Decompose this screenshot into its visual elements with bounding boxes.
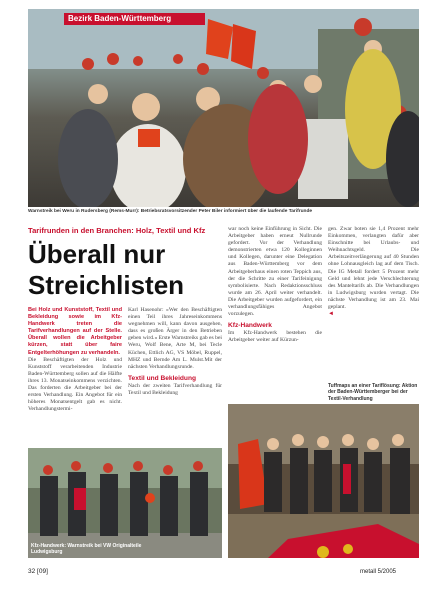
column-3 [228,226,322,344]
column-1 [28,307,122,413]
end-marker-icon: ◄ [328,311,334,318]
kfz-illustration [28,448,222,558]
page-folio: 32 [09] [28,568,48,575]
kfz-photo [28,448,222,558]
headline: Überall nur Streichlisten [28,239,185,300]
subheading-kfz: Kfz-Handwerk [228,322,272,330]
top-photo-caption: Warnstreik bei Weru in Rudersberg (Rems-Murr): Betriebsratsvorsitzender Peter Biler informiert über die laufende Tarifrunde [28,209,313,214]
lead-paragraph: Bei Holz und Kunststoff, Textil und Bekleidung sowie im Kfz-Handwerk treten die Tarifverhandlungen auf der Stelle. Überall wollen die Arbeitgeber kürzen, statt über faire Entgelterhöhungen zu verhandeln. [28,307,122,356]
right-photo-caption: Tuffmaps an einer Tariflösung: Aktion der Baden-Württemberger bei der Textil-Verhandlung [328,383,418,402]
column-4 [328,226,419,318]
top-photo [28,9,419,207]
textile-photo [228,404,419,558]
column-1-text: Die Beschäftigten der Holz und Kunststoff verarbeitenden Industrie Baden-Württemberg sollen auf die Hälfte ihres 13. Monatseinkommens verzichten. Das forderten die Arbeitgeber bei der ersten Verhandlung. Ein Angebot für ein höheres Monatsentgelt gab es nicht. Verhandlungstermi- [28,356,122,413]
section-banner-text: Bezirk Baden-Württemberg [68,14,172,23]
column-2-text-2: Nach der zweiten Tarifverhandlung für Textil und Bekleidung [128,382,222,396]
crowd-illustration [28,9,419,207]
kfz-photo-caption: Kfz-Handwerk: Warnstreik bei VW Originalteile Ludwigsburg [31,543,142,555]
column-2-text: Karl Hasenohr: »Wer den Beschäftigten einen Teil ihres Jahreseinkommens wegnehmen will, kann davon ausgehen, dass es großen Ärger in den Betrieben geben wird.« Erste Warnstreiks gab es bei Weru, Wolf Bene, Arte M, bei Tecle Küchen, Ettlich AG, VS Möbel, Ruppel, MHZ und Bernde Am L. Mulst.Mit der nächsten Verhandlungsrunde. [128,307,222,370]
textile-illustration [228,404,419,558]
footer-magazine: metall 5/2005 [360,569,397,575]
column-3-text-2: Im Kfz-Handwerk bestehen die Arbeitgeber weiter auf Kürzun- [228,330,322,344]
column-4-text: gen. Zwar boten sie 1,4 Prozent mehr Einkommen, verlangten dafür aber Einschnitte bei Urlaubs- und Weihnachtsgeld. Die Arbeitszeitverlängerung auf 40 Stunden ohne Lohnausgleich lag auf dem Tisch. Die IG Metall fordert 5 Prozent mehr Geld und lehnt jede Verschlechterung des Manteltarifs ab. Die Verhandlungen in Ludwigsburg wurden vertagt. Die nächste Verhandlung ist am 23. Mai geplant. [328,226,419,311]
column-2 [128,307,222,397]
column-3-text: war noch keine Einführung in Sicht. Die Arbeitgeber haben erneut Nullrunde gefordert. Vor der Verhandlung demonstrierten etwa 120 Kolleginnen und Kollegen, darunter eine Delegation aus Baden-Württemberg vor dem Arbeitgeberhaus einen roten Teppich aus, der die Schritte zu einer Tarifeinigung symbolisierte. Nach Redaktionsschluss wurde am 26. April weiter verhandelt. Die Arbeitgeber wurden aufgefordert, ein verhandlungsfähiges Angebot vorzulegen. [228,226,322,318]
kicker: Tarifrunden in den Branchen: Holz, Textil und Kfz [28,226,206,235]
subheading-textil: Textil und Bekleidung [128,374,197,382]
